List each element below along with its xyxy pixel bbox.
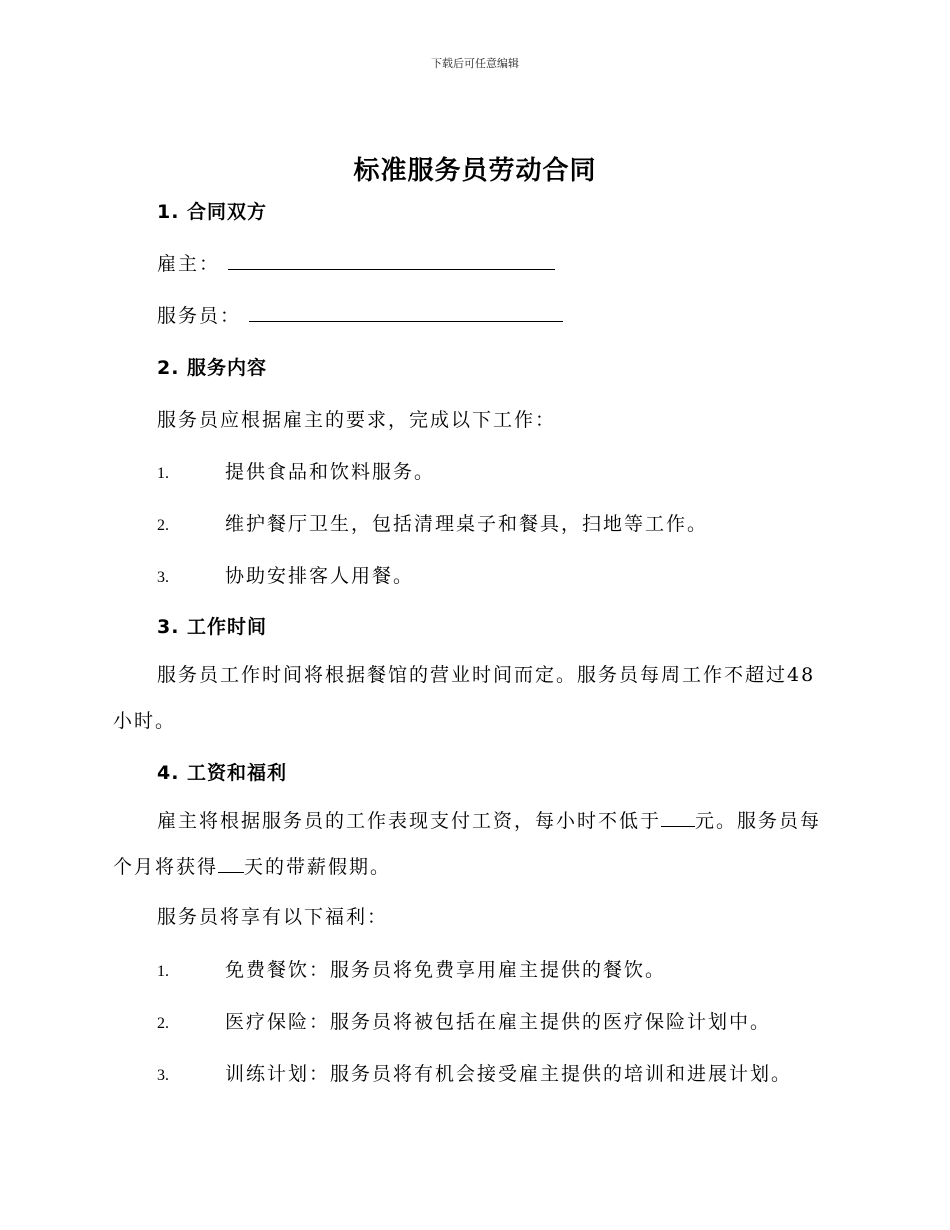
hourly-wage-blank [661,822,695,827]
waiter-blank [249,317,563,322]
list-number: 2. [157,1015,169,1032]
list-item [157,1007,771,1034]
list-item [157,509,708,536]
paid-leave-days-blank [218,868,244,873]
list-number: 2. [157,517,169,534]
employer-label: 雇主： [157,253,221,275]
list-number: 3. [157,1067,169,1084]
list-number: 1. [157,465,169,482]
section-heading-parties: 1. 合同双方 [157,201,268,223]
list-item [157,1059,792,1086]
document-title: 标准服务员劳动合同 [353,156,597,186]
pay-text-part3: 天的带薪假期。 [244,856,392,878]
list-text: 医疗保险：服务员将被包括在雇主提供的医疗保险计划中。 [225,1011,772,1033]
waiter-line [157,301,563,328]
list-item [157,457,435,484]
list-number: 3. [157,569,169,586]
employer-blank [228,265,555,270]
pay-text-part1: 雇主将根据服务员的工作表现支付工资，每小时不低于 [157,810,662,832]
list-text: 协助安排客人用餐。 [225,565,415,587]
list-number: 1. [157,963,169,980]
pay-text-part2: 元。服务员每个月将获得 [113,810,822,878]
list-text: 维护餐厅卫生，包括清理桌子和餐具，扫地等工作。 [225,513,709,535]
section-heading-service: 2. 服务内容 [157,357,268,379]
section-heading-pay: 4. 工资和福利 [157,762,288,784]
pay-paragraph [113,798,835,890]
employer-line [157,249,555,276]
list-item [157,955,666,982]
waiter-label: 服务员： [157,305,242,327]
section-heading-hours: 3. 工作时间 [157,616,268,638]
header-note: 下载后可任意编辑 [431,57,519,70]
list-text: 提供食品和饮料服务。 [225,461,436,483]
hours-paragraph: 服务员工作时间将根据餐馆的营业时间而定。服务员每周工作不超过48小时。 [113,664,816,732]
service-intro: 服务员应根据雇主的要求，完成以下工作： [157,409,557,431]
list-text: 训练计划：服务员将有机会接受雇主提供的培训和进展计划。 [225,1063,793,1085]
list-item [157,561,414,588]
list-text: 免费餐饮：服务员将免费享用雇主提供的餐饮。 [225,959,667,981]
benefits-intro: 服务员将享有以下福利： [157,906,389,928]
